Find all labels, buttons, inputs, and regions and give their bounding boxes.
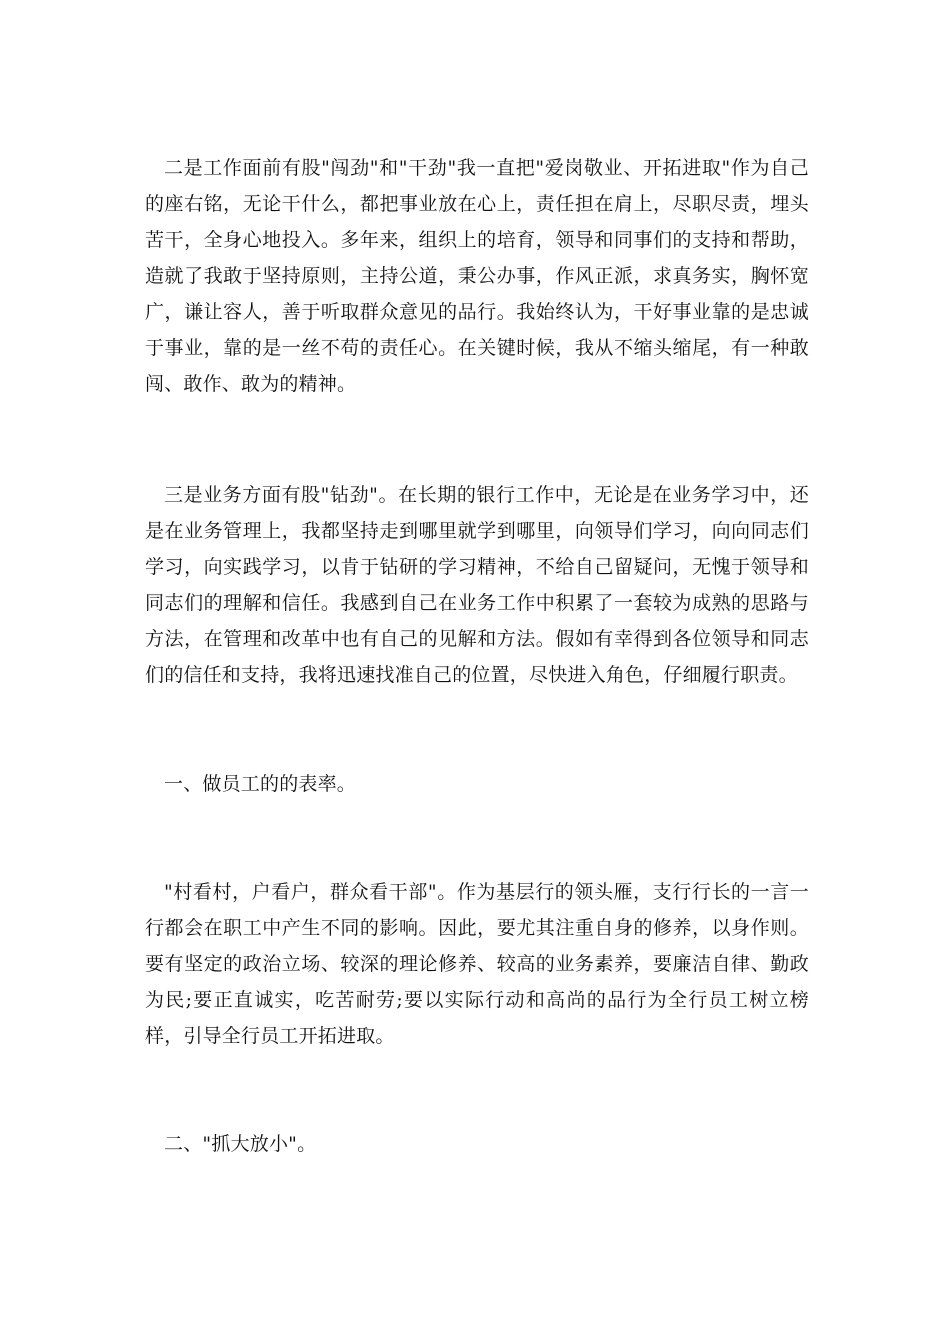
paragraph-village-saying: "村看村，户看户，群众看干部"。作为基层行的领头雁，支行行长的一言一行都会在职工中产生不同的影响。因此，要尤其注重自身的修养，以身作则。要有坚定的政治立场、较深的理论修养、较高的业务素养，要廉洁自律、勤政为民;要正直诚实，吃苦耐劳;要以实际行动和高尚的品行为全行员工树立榜样，引导全行员工开拓进取。	[145, 881, 809, 1047]
heading-role-model: 一、做员工的的表率。	[164, 773, 357, 795]
paragraph-work-drive: 二是工作面前有股"闯劲"和"干劲"我一直把"爱岗敬业、开拓进取"作为自己的座右铭，无论干什么，都把事业放在心上，责任担在肩上，尽职尽责，埋头苦干，全身心地投入。多年来，组织上的培育，领导和同事们的支持和帮助，造就了我敢于坚持原则，主持公道，秉公办事，作风正派，求真务实，胸怀宽广，谦让容人，善于听取群众意见的品行。我始终认为，干好事业靠的是忠诚于事业，靠的是一丝不苟的责任心。在关键时候，我从不缩头缩尾，有一种敢闯、敢作、敢为的精神。	[145, 157, 809, 395]
heading-grasp-big: 二、"抓大放小"。	[164, 1133, 317, 1155]
paragraph-business-drive: 三是业务方面有股"钻劲"。在长期的银行工作中，无论是在业务学习中，还是在业务管理上，我都坚持走到哪里就学到哪里，向领导们学习，向向同志们学习，向实践学习，以肯于钻研的学习精神，不给自己留疑问，无愧于领导和同志们的理解和信任。我感到自己在业务工作中积累了一套较为成熟的思路与方法，在管理和改革中也有自己的见解和方法。假如有幸得到各位领导和同志们的信任和支持，我将迅速找准自己的位置，尽快进入角色，仔细履行职责。	[145, 484, 809, 686]
